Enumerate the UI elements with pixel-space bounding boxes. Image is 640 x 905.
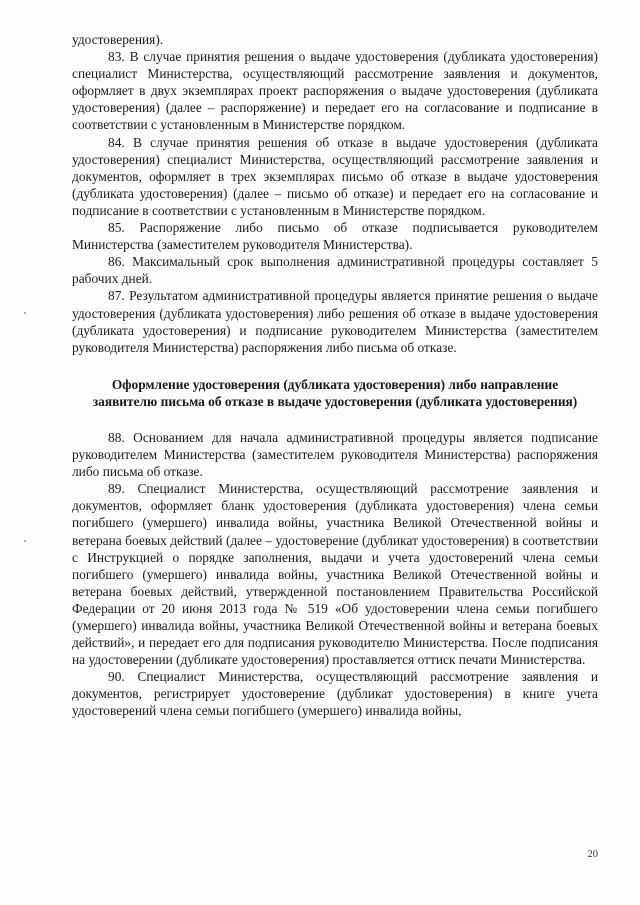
continuation-text: удостоверения). [72, 32, 164, 47]
paragraph-84: 84. В случае принятия решения об отказе в выдаче удостоверения (дубликата удостоверения) специалист Министерства, осуществляющий рассмотрение заявления и документов, оформляет в трех экземплярах письмо об отказе в выдаче удостоверения (дубликата удостоверения) (далее – письмо об отказе) и передает его на согласование и подписание в соответствии с установленным в Министерстве порядком. [72, 134, 598, 218]
scan-speck [24, 312, 26, 314]
paragraph-89: 89. Специалист Министерства, осуществляющий рассмотрение заявления и документов, оформляет бланк удостоверения (дубликата удостоверения) члена семьи погибшего (умершего) инвалида войны, участника Великой Отечественной войны и ветерана боевых действий (далее – удостоверение (дубликат удостоверения) в соответствии с Инструкцией о порядке заполнения, выдачи и учета удостоверений члена семьи погибшего (умершего) инвалида войны, участника Великой Отечественной войны и ветерана боевых действий, утвержденной постановлением Правительства Российской Федерации от 20 июня 2013 года № 519 «Об удостоверении члена семьи погибшего (умершего) инвалида войны, участника Великой Отечественной войны и ветерана боевых действий», и передает его для подписания руководителю Министерства. После подписания на удостоверении (дубликате удостоверения) проставляется оттиск печати Министерства. [72, 481, 598, 668]
scan-speck [24, 540, 26, 542]
document-body [72, 31, 598, 720]
paragraph-88: 88. Основанием для начала административной процедуры является подписание руководителем Министерства (заместителем руководителя Министерства) распоряжения либо письма об отказе. [72, 429, 598, 480]
section-heading: Оформление удостоверения (дубликата удостоверения) либо направление заявителю письма об отказе в выдаче удостоверения (дубликата удостоверения) [92, 376, 578, 409]
paragraph-90: 90. Специалист Министерства, осуществляющий рассмотрение заявления и документов, регистрирует удостоверение (дубликат удостоверения) в книге учета удостоверений члена семьи погибшего (умершего) инвалида войны, [72, 669, 598, 719]
paragraph-87: 87. Результатом административной процедуры является принятие решения о выдаче удостоверения (дубликата удостоверения) либо решения об отказе в выдаче удостоверения (дубликата удостоверения) и подписание руководителем Министерства (заместителем руководителя Министерства) распоряжения либо письма об отказе. [72, 288, 598, 355]
paragraph-83: 83. В случае принятия решения о выдаче удостоверения (дубликата удостоверения) специалист Министерства, осуществляющий рассмотрение заявления и документов, оформляет в двух экземплярах проект распоряжения о выдаче удостоверения (дубликата удостоверения) (далее – распоряжение) и передает его на согласование и подписание в соответствии с установленным в Министерстве порядком. [72, 49, 598, 133]
paragraph-85: 85. Распоряжение либо письмо об отказе подписывается руководителем Министерства (заместителем руководителя Министерства). [72, 220, 598, 253]
page-number: 20 [587, 849, 598, 860]
paragraph-86: 86. Максимальный срок выполнения административной процедуры составляет 5 рабочих дней. [72, 254, 598, 287]
